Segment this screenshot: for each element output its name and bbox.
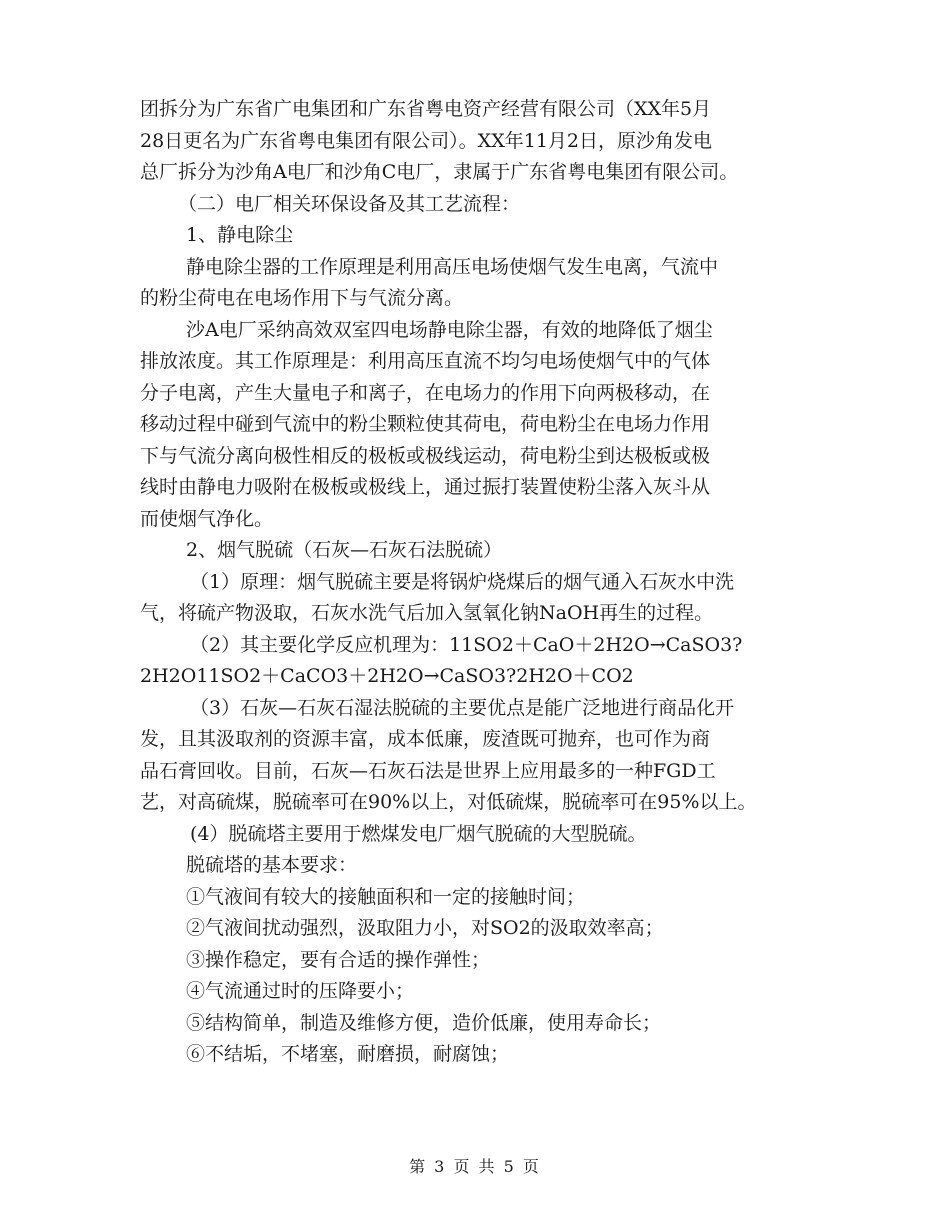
section-heading: （二）电厂相关环保设备及其工艺流程： [178,192,521,215]
text-line: 而使烟气净化。 [140,507,274,530]
text-line: （3）石灰—石灰石湿法脱硫的主要优点是能广泛地进行商品化开 [190,696,735,719]
text-line: (4）脱硫塔主要用于燃煤发电厂烟气脱硫的大型脱硫。 [190,822,647,845]
text-line: 脱硫塔的基本要求： [186,854,358,876]
text-line: 品石膏回收。目前，石灰—石灰石法是世界上应用最多的一种FGD工 [140,759,716,782]
list-item: ⑤结构简单，制造及维修方便，造价低廉，使用寿命长； [186,1011,662,1034]
text-line: 2H2O11SO2＋CaCO3＋2H2O→CaSO3?2H2O＋CO2 [140,665,634,687]
text-line: 28日更名为广东省粤电集团有限公司）。XX年11月2日，原沙角发电 [140,129,712,152]
text-line: 团拆分为广东省广电集团和广东省粤电资产经营有限公司（XX年5月 [140,98,712,120]
list-item: ⑥不结垢，不堵塞，耐磨损，耐腐蚀； [186,1043,510,1065]
text-line: 移动过程中碰到气流中的粉尘颗粒使其荷电，荷电粉尘在电场力作用 [140,413,711,435]
text-line: 发，且其汲取剂的资源丰富，成本低廉，废渣既可抛弃，也可作为商 [140,728,711,750]
subsection-heading: 2、烟气脱硫（石灰—石灰石法脱硫） [186,539,503,561]
list-item: ④气流通过时的压降要小； [186,980,415,1002]
text-line: 线时由静电力吸附在极板或极线上，通过振打装置使粉尘落入灰斗从 [140,476,711,498]
list-item: ②气液间扰动强烈，汲取阻力小，对SO2的汲取效率高； [186,917,664,939]
text-line: 总厂拆分为沙角A电厂和沙角C电厂，隶属于广东省粤电集团有限公司。 [140,161,739,183]
list-item: ①气液间有较大的接触面积和一定的接触时间； [186,885,586,908]
subsection-heading: 1、静电除尘 [186,224,294,246]
text-line: 排放浓度。其工作原理是：利用高压直流不均匀电场使烟气中的气体 [140,350,711,372]
text-line: 沙A电厂采纳高效双室四电场静电除尘器，有效的地降低了烟尘 [186,318,713,341]
list-item: ③操作稳定，要有合适的操作弹性； [186,948,491,971]
text-line: （2）其主要化学反应机理为：11SO2＋CaO＋2H2O→CaSO3? [190,633,743,656]
document-body [140,94,830,1071]
text-line: 分子电离，产生大量电子和离子，在电场力的作用下向两极移动，在 [140,381,711,404]
text-line: 下与气流分离向极性相反的极板或极线运动，荷电粉尘到达极板或极 [140,444,711,467]
text-line: （1）原理：烟气脱硫主要是将锅炉烧煤后的烟气通入石灰水中洗 [190,570,735,593]
text-line: 艺，对高硫煤，脱硫率可在90%以上，对低硫煤，脱硫率可在95%以上。 [140,791,757,813]
text-line: 气，将硫产物汲取，石灰水洗气后加入氢氧化钠NaOH再生的过程。 [140,602,714,624]
page-number: 第 3 页 共 5 页 [409,1157,541,1176]
text-line: 的粉尘荷电在电场作用下与气流分离。 [140,287,464,309]
text-line: 静电除尘器的工作原理是利用高压电场使烟气发生电离，气流中 [186,255,719,278]
